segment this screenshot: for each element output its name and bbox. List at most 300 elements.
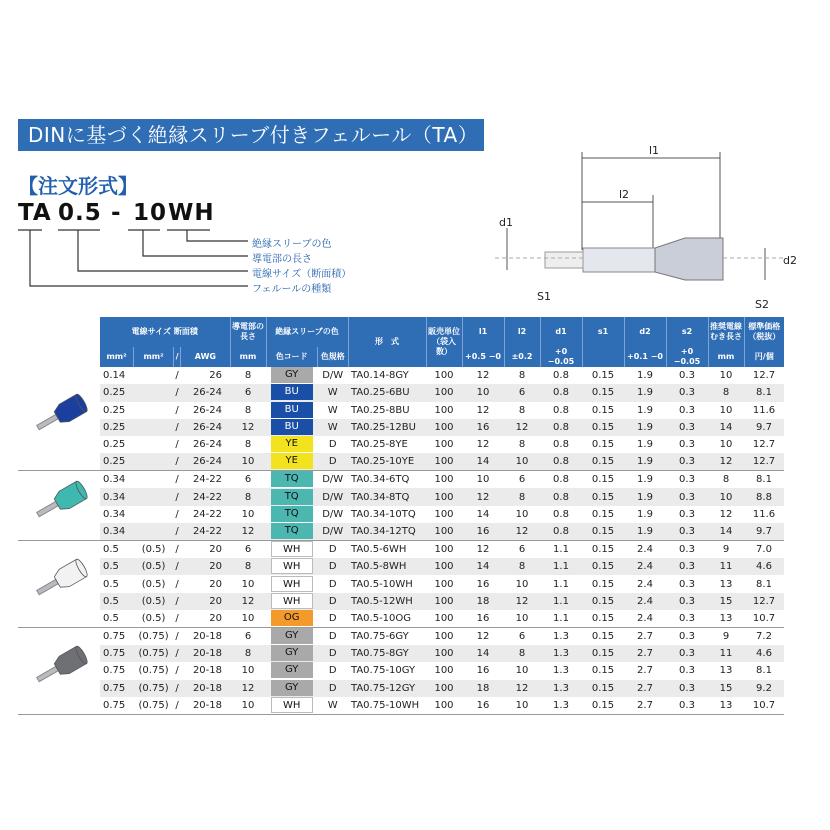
cell-mm2-alt: (0.5) bbox=[134, 558, 174, 575]
cell-slash: / bbox=[174, 697, 181, 715]
cell-strip: 10 bbox=[719, 439, 733, 451]
cell-awg: 26-24 bbox=[181, 419, 230, 436]
cell-color-standard: D bbox=[328, 665, 337, 677]
sub-awg: AWG bbox=[181, 347, 230, 367]
cell-price: 10.7 bbox=[744, 610, 784, 628]
cell-model: TA0.5-8WH bbox=[348, 558, 426, 575]
cell-mm2-alt: (0.75) bbox=[134, 680, 174, 697]
cell-l2: 12 bbox=[504, 593, 540, 610]
cell-l2: 10 bbox=[504, 453, 540, 471]
cell-s1: 0.15 bbox=[582, 419, 624, 436]
cell-model: TA0.25-8YE bbox=[351, 439, 408, 451]
cell-l2: 8 bbox=[518, 439, 526, 451]
cell-model: TA0.75-10WH bbox=[348, 697, 426, 715]
cell-awg: 26 bbox=[209, 370, 222, 382]
cell-mm2-alt: (0.5) bbox=[134, 593, 174, 610]
cell-color-code bbox=[266, 610, 317, 628]
cell-mm2-alt bbox=[134, 471, 174, 489]
cell-s2: 0.3 bbox=[666, 384, 708, 401]
header-wire-size: 電線サイズ 断面積 bbox=[100, 317, 230, 347]
cell-awg: 20 bbox=[181, 558, 230, 575]
cell-unit: 100 bbox=[426, 488, 462, 505]
cell-model: TA0.25-12BU bbox=[348, 419, 426, 436]
sub-color-standard: 色規格 bbox=[317, 347, 348, 367]
cell-mm2-alt: (0.5) bbox=[141, 544, 166, 556]
cell-d1: 1.3 bbox=[540, 697, 582, 715]
cell-l2: 6 bbox=[518, 630, 526, 642]
cell-unit: 100 bbox=[426, 645, 462, 662]
cell-s1: 0.15 bbox=[591, 665, 615, 677]
cell-mm2-alt bbox=[134, 419, 174, 436]
cell-slash: / bbox=[174, 680, 181, 697]
cell-mm2: 0.75 bbox=[103, 630, 126, 642]
cell-price: 9.2 bbox=[744, 680, 784, 697]
sub-mm2: mm² bbox=[100, 347, 134, 367]
color-code-badge: WH bbox=[271, 593, 313, 609]
cell-l2: 10 bbox=[515, 578, 529, 590]
diagram-label-d2: d2 bbox=[783, 254, 797, 267]
cell-slash: / bbox=[175, 508, 179, 520]
cell-color-code bbox=[266, 419, 317, 436]
legend-sleeve-color: 絶縁スリーブの色 bbox=[252, 239, 332, 250]
cell-d1: 0.8 bbox=[553, 474, 569, 486]
code-length: 10 bbox=[133, 200, 168, 226]
legend-conductor-length: 導電部の長さ bbox=[252, 254, 312, 265]
cell-d1: 0.8 bbox=[553, 370, 569, 382]
table-row bbox=[18, 575, 784, 592]
cell-color-code bbox=[266, 575, 317, 592]
code-dash: - bbox=[111, 200, 122, 226]
cell-color-standard: D bbox=[328, 439, 337, 451]
cell-price: 12.7 bbox=[752, 370, 776, 382]
cell-model: TA0.34-6TQ bbox=[351, 474, 410, 486]
sub-color-code: 色コード bbox=[266, 347, 317, 367]
table-row bbox=[18, 471, 784, 489]
cell-length: 6 bbox=[244, 630, 252, 642]
cell-color-code bbox=[266, 523, 317, 541]
cell-color-code bbox=[266, 627, 317, 645]
cell-mm2-alt bbox=[134, 523, 174, 541]
cell-unit: 100 bbox=[426, 558, 462, 575]
cell-price: 10.7 bbox=[744, 697, 784, 715]
cell-s1: 0.15 bbox=[582, 697, 624, 715]
cell-color-code bbox=[266, 662, 317, 679]
header-s2: s2 bbox=[666, 317, 708, 347]
cell-strip: 13 bbox=[719, 578, 733, 590]
cell-color-code bbox=[266, 436, 317, 453]
table-row bbox=[18, 593, 784, 610]
cell-s1: 0.15 bbox=[582, 593, 624, 610]
cell-model: TA0.75-6GY bbox=[351, 630, 409, 642]
cell-l1: 10 bbox=[476, 474, 490, 486]
cell-length: 6 bbox=[230, 384, 266, 401]
cell-d1: 0.8 bbox=[540, 488, 582, 505]
cell-awg: 24-22 bbox=[192, 508, 222, 520]
cell-d2: 1.9 bbox=[637, 439, 653, 451]
cell-d1: 1.1 bbox=[540, 610, 582, 628]
cell-color-standard: D/W bbox=[317, 488, 348, 505]
cell-l1: 12 bbox=[476, 439, 490, 451]
cell-s2: 0.3 bbox=[679, 544, 695, 556]
color-code-badge: TQ bbox=[271, 489, 313, 505]
sub-length-mm: mm bbox=[230, 347, 266, 367]
cell-d1: 1.3 bbox=[553, 665, 569, 677]
cell-price: 8.1 bbox=[756, 665, 772, 677]
cell-color-standard: W bbox=[317, 384, 348, 401]
cell-strip: 12 bbox=[719, 508, 733, 520]
cell-slash: / bbox=[174, 610, 181, 628]
sub-tol-l1: +0.5 −0 bbox=[462, 347, 504, 367]
cell-d1: 0.8 bbox=[553, 439, 569, 451]
cell-color-standard: D bbox=[317, 593, 348, 610]
cell-slash: / bbox=[175, 439, 179, 451]
sub-tol-l2: ±0.2 bbox=[504, 347, 540, 367]
diagram-label-s2: S2 bbox=[755, 298, 769, 311]
sub-tol-d2: +0.1 −0 bbox=[624, 347, 666, 367]
cell-d1: 0.8 bbox=[553, 404, 569, 416]
cell-color-code bbox=[266, 367, 317, 384]
cell-length: 12 bbox=[230, 419, 266, 436]
cell-d2: 1.9 bbox=[624, 384, 666, 401]
cell-price: 8.1 bbox=[756, 578, 772, 590]
cell-awg: 20 bbox=[181, 593, 230, 610]
cell-mm2: 0.5 bbox=[100, 610, 134, 628]
cell-strip: 14 bbox=[708, 523, 744, 541]
header-model: 形 式 bbox=[348, 317, 426, 367]
table-row bbox=[18, 541, 784, 559]
cell-color-code bbox=[266, 488, 317, 505]
cell-length: 10 bbox=[241, 578, 255, 590]
cell-strip: 10 bbox=[708, 488, 744, 505]
cell-d2: 1.9 bbox=[637, 508, 653, 520]
legend-wire-size: 電線サイズ（断面積） bbox=[252, 269, 352, 280]
cell-awg: 24-22 bbox=[192, 474, 222, 486]
cell-l2: 10 bbox=[515, 665, 529, 677]
cell-color-code bbox=[266, 506, 317, 523]
ferrule-gray-icon bbox=[18, 627, 100, 714]
cell-color-code bbox=[266, 541, 317, 559]
cell-unit: 100 bbox=[434, 474, 454, 486]
cell-color-standard: D bbox=[328, 544, 337, 556]
color-code-badge: WH bbox=[271, 697, 313, 713]
cell-d2: 2.4 bbox=[637, 578, 653, 590]
cell-d2: 2.4 bbox=[637, 544, 653, 556]
cell-l1: 12 bbox=[476, 404, 490, 416]
cell-model: TA0.34-12TQ bbox=[348, 523, 426, 541]
cell-strip: 10 bbox=[719, 370, 733, 382]
cell-d1: 0.8 bbox=[540, 523, 582, 541]
header-sleeve-color: 絶縁スリーブの色 bbox=[266, 317, 348, 347]
cell-mm2-alt: (0.75) bbox=[138, 665, 169, 677]
cell-d2: 1.9 bbox=[624, 523, 666, 541]
cell-strip: 10 bbox=[719, 404, 733, 416]
cell-unit: 100 bbox=[434, 544, 454, 556]
cell-s2: 0.3 bbox=[666, 680, 708, 697]
cell-mm2-alt: (0.75) bbox=[134, 697, 174, 715]
cell-d2: 2.4 bbox=[624, 610, 666, 628]
cell-l2: 10 bbox=[515, 508, 529, 520]
cell-mm2: 0.34 bbox=[103, 474, 126, 486]
cell-slash: / bbox=[175, 370, 179, 382]
cell-s1: 0.15 bbox=[582, 453, 624, 471]
cell-model: TA0.5-10WH bbox=[351, 578, 413, 590]
code-color: WH bbox=[168, 200, 215, 226]
cell-unit: 100 bbox=[434, 404, 454, 416]
cell-l1: 14 bbox=[476, 508, 490, 520]
cell-mm2: 0.34 bbox=[100, 523, 134, 541]
cell-slash: / bbox=[174, 488, 181, 505]
cell-d2: 2.7 bbox=[624, 697, 666, 715]
sub-tol-s2: +0 −0.05 bbox=[666, 347, 708, 367]
cell-mm2: 0.25 bbox=[103, 404, 126, 416]
cell-awg: 20-18 bbox=[192, 630, 222, 642]
cell-unit: 100 bbox=[434, 665, 454, 677]
cell-length: 10 bbox=[241, 665, 255, 677]
header-strip-length: 推奨電線むき長さ bbox=[708, 317, 744, 347]
table-row bbox=[18, 523, 784, 541]
ferrule-dimension-diagram bbox=[485, 140, 805, 315]
cell-l1: 14 bbox=[462, 645, 504, 662]
cell-d2: 1.9 bbox=[624, 453, 666, 471]
cell-model: TA0.14-8GY bbox=[351, 370, 409, 382]
cell-color-standard: D/W bbox=[322, 474, 344, 486]
cell-l2: 12 bbox=[504, 419, 540, 436]
table-row bbox=[18, 645, 784, 662]
cell-length: 12 bbox=[230, 593, 266, 610]
cell-unit: 100 bbox=[426, 680, 462, 697]
cell-color-code bbox=[266, 471, 317, 489]
cell-s2: 0.3 bbox=[679, 370, 695, 382]
cell-d1: 1.1 bbox=[540, 558, 582, 575]
cell-mm2-alt bbox=[134, 436, 174, 453]
cell-l1: 14 bbox=[462, 453, 504, 471]
cell-strip: 13 bbox=[708, 697, 744, 715]
cell-model: TA0.75-10GY bbox=[351, 665, 416, 677]
cell-slash: / bbox=[174, 593, 181, 610]
cell-mm2-alt bbox=[134, 488, 174, 505]
cell-color-standard: D bbox=[317, 645, 348, 662]
cell-slash: / bbox=[174, 453, 181, 471]
cell-unit: 100 bbox=[434, 370, 454, 382]
cell-s1: 0.15 bbox=[591, 508, 615, 520]
code-prefix: TA bbox=[18, 200, 52, 226]
table-row bbox=[18, 367, 784, 384]
cell-d1: 1.3 bbox=[540, 680, 582, 697]
cell-d2: 2.7 bbox=[624, 680, 666, 697]
cell-length: 10 bbox=[230, 610, 266, 628]
color-code-badge: TQ bbox=[271, 506, 313, 522]
cell-l1: 12 bbox=[462, 488, 504, 505]
page-title-banner: DINに基づく絶縁スリーブ付きフェルール（TA） bbox=[18, 119, 484, 151]
cell-mm2: 0.25 bbox=[100, 384, 134, 401]
cell-price: 4.6 bbox=[744, 558, 784, 575]
cell-s2: 0.3 bbox=[666, 453, 708, 471]
cell-unit: 100 bbox=[426, 453, 462, 471]
cell-price: 7.0 bbox=[756, 544, 772, 556]
cell-price: 8.8 bbox=[744, 488, 784, 505]
color-code-badge: BU bbox=[271, 402, 313, 418]
cell-mm2-alt bbox=[134, 384, 174, 401]
cell-color-standard: D bbox=[317, 610, 348, 628]
cell-s2: 0.3 bbox=[679, 474, 695, 486]
cell-price: 9.7 bbox=[744, 419, 784, 436]
cell-unit: 100 bbox=[426, 610, 462, 628]
cell-l1: 16 bbox=[462, 419, 504, 436]
cell-slash: / bbox=[175, 404, 179, 416]
sub-slash: / bbox=[174, 347, 181, 367]
cell-model: TA0.25-10YE bbox=[348, 453, 426, 471]
cell-slash: / bbox=[175, 544, 179, 556]
header-sales-unit: 販売単位（袋入数） bbox=[426, 317, 462, 367]
cell-mm2: 0.5 bbox=[103, 544, 119, 556]
cell-price: 12.7 bbox=[752, 439, 776, 451]
color-code-badge: WH bbox=[271, 541, 313, 557]
color-code-badge: YE bbox=[271, 453, 313, 469]
cell-s2: 0.3 bbox=[666, 558, 708, 575]
cell-color-code bbox=[266, 453, 317, 471]
cell-unit: 100 bbox=[426, 697, 462, 715]
cell-l1: 14 bbox=[462, 558, 504, 575]
cell-l1: 12 bbox=[476, 630, 490, 642]
cell-price: 8.1 bbox=[744, 384, 784, 401]
cell-d1: 1.3 bbox=[553, 630, 569, 642]
cell-slash: / bbox=[174, 384, 181, 401]
cell-length: 6 bbox=[244, 544, 252, 556]
ferrule-blue-icon bbox=[18, 367, 100, 471]
cell-color-code bbox=[266, 593, 317, 610]
cell-mm2: 0.75 bbox=[100, 680, 134, 697]
cell-slash: / bbox=[175, 474, 179, 486]
cell-s2: 0.3 bbox=[666, 697, 708, 715]
cell-s1: 0.15 bbox=[582, 680, 624, 697]
product-spec-table bbox=[18, 317, 784, 715]
table-row bbox=[18, 627, 784, 645]
cell-slash: / bbox=[174, 645, 181, 662]
header-d2: d2 bbox=[624, 317, 666, 347]
cell-model: TA0.25-8BU bbox=[351, 404, 410, 416]
cell-strip: 8 bbox=[722, 474, 730, 486]
diagram-label-d1: d1 bbox=[499, 216, 513, 229]
cell-price: 12.7 bbox=[744, 593, 784, 610]
cell-strip: 15 bbox=[708, 593, 744, 610]
cell-color-standard: W bbox=[317, 697, 348, 715]
cell-d2: 1.9 bbox=[637, 404, 653, 416]
cell-l2: 12 bbox=[504, 680, 540, 697]
cell-d2: 2.7 bbox=[637, 665, 653, 677]
table-row bbox=[18, 488, 784, 505]
color-code-badge: BU bbox=[271, 419, 313, 435]
cell-color-standard: D bbox=[317, 558, 348, 575]
cell-l2: 6 bbox=[518, 474, 526, 486]
cell-color-code bbox=[266, 402, 317, 419]
cell-model: TA0.34-10TQ bbox=[351, 508, 416, 520]
cell-unit: 100 bbox=[434, 439, 454, 451]
table-row bbox=[18, 680, 784, 697]
table-row bbox=[18, 558, 784, 575]
cell-mm2: 0.75 bbox=[100, 697, 134, 715]
color-code-badge: GY bbox=[271, 645, 313, 661]
cell-length: 8 bbox=[230, 558, 266, 575]
table-row bbox=[18, 384, 784, 401]
sub-mm2-alt: mm² bbox=[134, 347, 174, 367]
cell-d2: 1.9 bbox=[624, 488, 666, 505]
cell-s1: 0.15 bbox=[591, 544, 615, 556]
cell-length: 12 bbox=[230, 523, 266, 541]
cell-d2: 2.7 bbox=[637, 630, 653, 642]
legend-ferrule-type: フェルールの種類 bbox=[252, 284, 332, 295]
cell-l2: 8 bbox=[518, 404, 526, 416]
table-row bbox=[18, 697, 784, 715]
cell-s2: 0.3 bbox=[666, 419, 708, 436]
diagram-label-s1: S1 bbox=[537, 290, 551, 303]
cell-d1: 0.8 bbox=[540, 384, 582, 401]
cell-mm2: 0.34 bbox=[100, 488, 134, 505]
diagram-label-l2: l2 bbox=[619, 188, 630, 201]
cell-d1: 0.8 bbox=[540, 453, 582, 471]
table-row bbox=[18, 453, 784, 471]
cell-awg: 26-24 bbox=[181, 453, 230, 471]
sub-tol-s1 bbox=[582, 347, 624, 367]
cell-awg: 26-24 bbox=[192, 404, 222, 416]
header-s1: s1 bbox=[582, 317, 624, 347]
cell-strip: 15 bbox=[708, 680, 744, 697]
cell-s1: 0.15 bbox=[582, 645, 624, 662]
cell-length: 10 bbox=[230, 453, 266, 471]
cell-length: 8 bbox=[244, 404, 252, 416]
cell-length: 8 bbox=[230, 488, 266, 505]
cell-s2: 0.3 bbox=[666, 610, 708, 628]
cell-color-standard: D/W bbox=[322, 508, 344, 520]
cell-color-code bbox=[266, 645, 317, 662]
cell-awg: 20-18 bbox=[192, 665, 222, 677]
color-code-badge: OG bbox=[271, 610, 313, 626]
cell-d1: 0.8 bbox=[540, 419, 582, 436]
cell-s1: 0.15 bbox=[591, 439, 615, 451]
header-d1: d1 bbox=[540, 317, 582, 347]
header-conductor-length: 導電部の長さ bbox=[230, 317, 266, 347]
cell-color-standard: D/W bbox=[322, 370, 344, 382]
cell-unit: 100 bbox=[426, 419, 462, 436]
color-code-badge: TQ bbox=[271, 471, 313, 487]
cell-strip: 13 bbox=[719, 665, 733, 677]
color-code-badge: TQ bbox=[271, 523, 313, 539]
header-l2: l2 bbox=[504, 317, 540, 347]
cell-mm2-alt: (0.75) bbox=[138, 630, 169, 642]
order-format-heading: 【注文形式】 bbox=[18, 174, 138, 198]
cell-length: 8 bbox=[244, 439, 252, 451]
cell-l1: 18 bbox=[462, 593, 504, 610]
cell-mm2-alt: (0.5) bbox=[141, 578, 166, 590]
diagram-label-l1: l1 bbox=[649, 144, 660, 157]
image-column-header bbox=[18, 317, 100, 367]
cell-slash: / bbox=[174, 419, 181, 436]
cell-l1: 16 bbox=[462, 610, 504, 628]
table-row bbox=[18, 419, 784, 436]
cell-l2: 8 bbox=[518, 370, 526, 382]
cell-d2: 1.9 bbox=[637, 370, 653, 382]
table-row bbox=[18, 402, 784, 419]
cell-s1: 0.15 bbox=[591, 474, 615, 486]
cell-slash: / bbox=[175, 630, 179, 642]
cell-color-standard: D bbox=[328, 578, 337, 590]
product-rows bbox=[18, 367, 784, 714]
cell-strip: 11 bbox=[708, 645, 744, 662]
cell-mm2: 0.75 bbox=[103, 665, 126, 677]
cell-color-standard: D bbox=[317, 453, 348, 471]
cell-l2: 6 bbox=[518, 544, 526, 556]
table-row bbox=[18, 506, 784, 523]
cell-s2: 0.3 bbox=[679, 665, 695, 677]
